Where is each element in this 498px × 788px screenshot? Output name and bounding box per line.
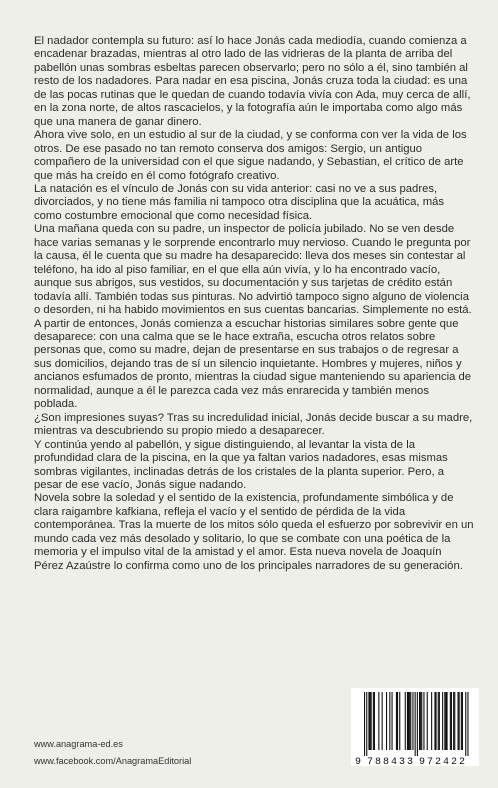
barcode-bar bbox=[373, 692, 374, 750]
blurb-paragraph: Una mañana queda con su padre, un inspector de policía jubilado. No se ven desde hace varias semanas y le sorprende encontrarlo muy nervioso. Cuando le pregunta por la causa, él le cuenta que su madre ha desaparecido: lleva dos meses sin contestar al teléfono, ha ido al piso familiar, en el que ella aún vivía, y lo ha encontrado vacío, aunque sus abrigos, sus vestidos, su documentación y sus tarjetas de crédito están todavía allí. También todas sus pinturas. No advirtió tampoco signo alguno de violencia o desorden, ni ha habido movimientos en sus cuentas bancarias. Simplemente no está. A partir de entonces, Jonás comienza a escuchar historias similares sobre gente que desaparece: con una calma que se le hace extraña, escucha otros relatos sobre personas que, como su madre, dejan de presentarse en sus trabajos o de regresar a sus domicilios, dejando tras de sí un silencio inquietante. Hombres y mujeres, niños y ancianos esfumados de pronto, mientras la ciudad sigue manteniendo su apariencia de normalidad, aunque a él le parezca cada vez más enrarecida y también menos poblada. bbox=[34, 223, 472, 411]
barcode-graphic bbox=[351, 688, 479, 766]
barcode-bar bbox=[371, 692, 372, 750]
barcode-bar bbox=[378, 692, 379, 750]
barcode-bar bbox=[396, 692, 397, 750]
barcode-bar bbox=[453, 692, 454, 750]
barcode-bar bbox=[417, 692, 418, 756]
barcode-bar bbox=[450, 692, 451, 750]
barcode-bar bbox=[407, 692, 408, 750]
barcode-bars bbox=[364, 692, 469, 756]
facebook-link[interactable]: www.facebook.com/AnagramaEditorial bbox=[34, 756, 192, 766]
barcode-bar bbox=[459, 692, 460, 750]
barcode-first-digit: 9 bbox=[355, 757, 362, 766]
isbn-barcode bbox=[351, 688, 479, 766]
barcode-bar bbox=[389, 692, 390, 750]
barcode-bar bbox=[462, 692, 463, 750]
barcode-bar bbox=[438, 692, 439, 750]
barcode-bar bbox=[368, 692, 369, 750]
barcode-bar bbox=[465, 692, 466, 756]
barcode-bar bbox=[366, 692, 367, 756]
barcode-bar bbox=[412, 692, 413, 750]
barcode-bar bbox=[467, 692, 468, 756]
barcode-bar bbox=[451, 692, 452, 750]
website-link[interactable]: www.anagrama-ed.es bbox=[34, 739, 123, 749]
barcode-bar bbox=[382, 692, 383, 750]
barcode-bar bbox=[454, 692, 455, 750]
barcode-bar bbox=[439, 692, 440, 750]
barcode-left-digits: 788433 bbox=[367, 757, 413, 766]
barcode-bar bbox=[386, 692, 387, 750]
barcode-bar bbox=[392, 692, 393, 750]
barcode-bar bbox=[399, 692, 400, 750]
publisher-links bbox=[34, 736, 191, 770]
blurb-paragraph: Ahora vive solo, en un estudio al sur de la ciudad, y se conforma con ver la vida de los otros. De ese pasado no tan remoto conserva dos amigos: Sergio, un antiguo compañero de la universidad con el que sigue nadando, y Sebastian, el crítico de arte que más ha creído en él como fotógrafo creativo. bbox=[34, 129, 467, 182]
blurb-paragraph: La natación es el vínculo de Jonás con su vida anterior: casi no ve a sus padres, divorciados, y no tiene más familia ni tampoco otra disciplina que la acuática, más como costumbre emocional que como necesidad física. bbox=[34, 182, 445, 222]
barcode-bar bbox=[458, 692, 459, 750]
blurb-paragraph: El nadador contempla su futuro: así lo hace Jonás cada mediodía, cuando comienza a encadenar brazadas, mientras al otro lado de las vidrieras de la planta de arriba del pabellón unas sombras esbeltas parecen observarlo; pero no sólo a él, sino también al resto de los nadadores. Para nadar en esa piscina, Jonás cruza toda la ciudad: es una de las pocas rutinas que le quedan de cuando todavía vivía con Ada, muy cerca de allí, en la zona norte, de altos rascacielos, y la fotografía aún le importaba como algo más que una manera de ganar dinero. bbox=[34, 35, 471, 128]
barcode-bar bbox=[405, 692, 406, 750]
barcode-bar bbox=[421, 692, 422, 750]
barcode-bar bbox=[409, 692, 410, 750]
barcode-bar bbox=[364, 692, 365, 756]
barcode-bar bbox=[420, 692, 421, 750]
barcode-bar bbox=[423, 692, 424, 750]
blurb-paragraph: Novela sobre la soledad y el sentido de la existencia, profundamente simbólica y de clara raigambre kafkiana, refleja el vacío y el sentido de pérdida de la vida contemporánea. Tras la muerte de los mitos sólo queda el esfuerzo por sobrevivir en un mundo cada vez más desolado y solitario, lo que se combate con una poética de la memoria y el impulso vital de la amistad y el amor. Esta nueva novela de Joaquín Pérez Azaústre lo confirma como uno de los principales narradores de su generación. bbox=[34, 492, 474, 572]
barcode-bar bbox=[442, 692, 443, 750]
barcode-bar bbox=[461, 692, 462, 750]
barcode-bar bbox=[444, 692, 445, 750]
barcode-bar bbox=[436, 692, 437, 750]
blurb-paragraph: ¿Son impresiones suyas? Tras su incredulidad inicial, Jonás decide buscar a su madre, mientras va descubriendo su propio miedo a desaparecer. bbox=[34, 411, 473, 438]
back-cover-blurb bbox=[34, 35, 474, 573]
barcode-bar bbox=[447, 692, 448, 750]
barcode-bar bbox=[434, 692, 435, 750]
barcode-bar bbox=[370, 692, 371, 750]
barcode-bar bbox=[415, 692, 416, 756]
barcode-bar bbox=[410, 692, 411, 750]
barcode-bar bbox=[445, 692, 446, 750]
barcode-bar bbox=[431, 692, 432, 750]
barcode-right-digits: 972422 bbox=[419, 757, 465, 766]
barcode-bar bbox=[408, 692, 409, 750]
barcode-bar bbox=[374, 692, 375, 750]
barcode-bar bbox=[397, 692, 398, 750]
barcode-bar bbox=[419, 692, 420, 750]
blurb-paragraph: Y continúa yendo al pabellón, y sigue distinguiendo, al levantar la vista de la profundidad clara de la piscina, en la que ya faltan varios nadadores, esas mismas sombras vigilantes, inclinadas detrás de los cristales de la planta superior. Pero, a pesar de ese vacío, Jonás sigue nadando. bbox=[34, 438, 448, 491]
barcode-bar bbox=[427, 692, 428, 750]
